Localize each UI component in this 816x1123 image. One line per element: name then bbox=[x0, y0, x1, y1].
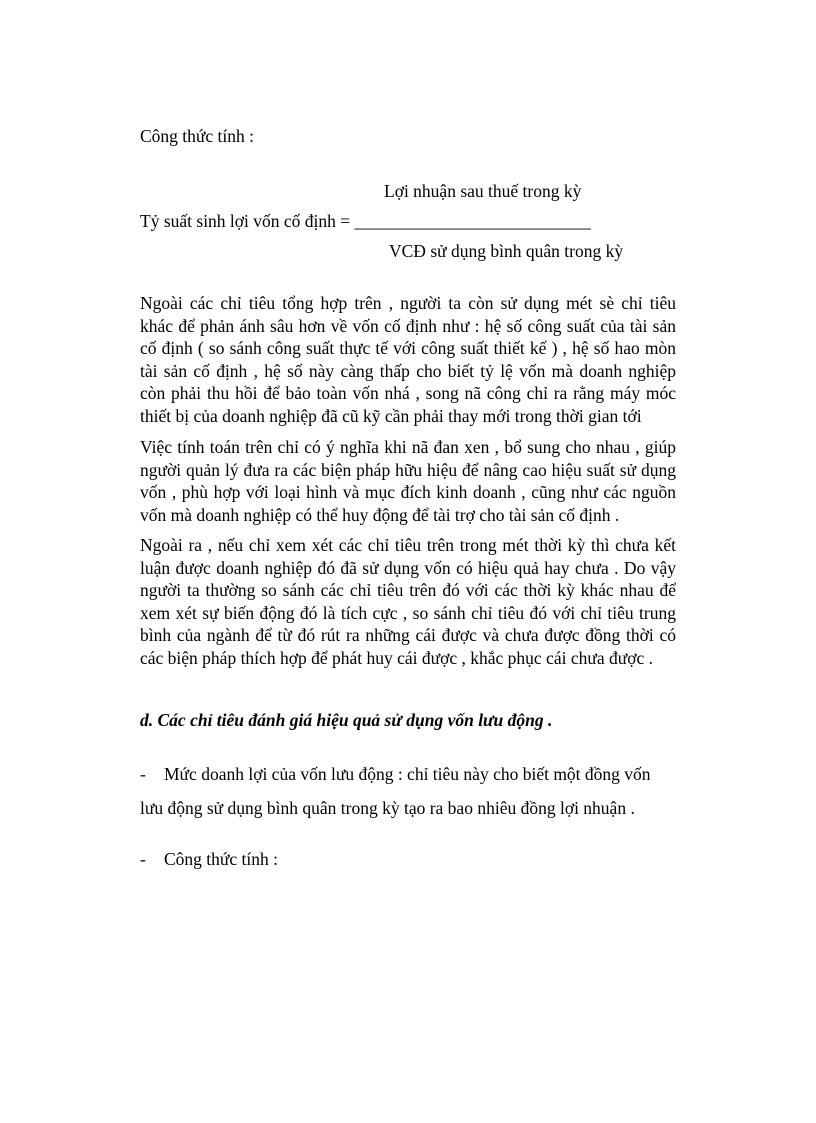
paragraph-line: Ngoài ra , nếu chỉ xem xét các chỉ tiêu trên trong mét thời kỳ thì chưa kết bbox=[140, 535, 676, 555]
bullet-dash: - bbox=[140, 849, 146, 869]
paragraph-line: còn phải thu hồi để bảo toàn vốn nhá , song nã công chỉ ra rằng máy móc bbox=[140, 383, 676, 403]
paragraph-line: bình của ngành để từ đó rút ra những cái được và chưa được đồng thời có bbox=[140, 625, 676, 645]
paragraph-line: các biện pháp thích hợp để phát huy cái được , khắc phục cái chưa được . bbox=[140, 647, 653, 668]
bullet-text: Công thức tính : bbox=[164, 849, 278, 869]
paragraph-3 bbox=[140, 534, 676, 669]
paragraph-line: vốn mà doanh nghiệp có thể huy động để tài trợ cho tài sản cố định . bbox=[140, 504, 620, 525]
paragraph-1 bbox=[140, 292, 676, 427]
paragraph-line: cố định ( so sánh công suất thực tế với công suất thiết kế ) , hệ số hao mòn bbox=[140, 338, 676, 358]
bullet-item-1 bbox=[140, 764, 651, 785]
bullet-dash: - bbox=[140, 764, 146, 784]
paragraph-line: tài sản cố định , hệ số này càng thấp cho biết tỷ lệ vốn mà doanh nghiệp bbox=[140, 360, 676, 381]
section-heading: d. Các chỉ tiêu đánh giá hiệu quả sử dụng vốn lưu động . bbox=[140, 710, 553, 730]
paragraph-line: xem xét sự biến động đó là tích cực , so sánh chỉ tiêu đó với chỉ tiêu trung bbox=[140, 602, 676, 623]
paragraph-line: người ta thường so sánh các chỉ tiêu trên đó với các thời kỳ khác nhau để bbox=[140, 580, 676, 600]
paragraph-line: vốn , phù hợp với loại hình và mục đích kinh doanh , cũng như các nguồn bbox=[140, 482, 676, 502]
paragraph-line: thiết bị của doanh nghiệp đã cũ kỹ cần phải thay mới trong thời gian tới bbox=[140, 405, 642, 426]
bullet-text-line2: lưu động sử dụng bình quân trong kỳ tạo ra bao nhiêu đồng lợi nhuận . bbox=[140, 798, 635, 818]
paragraph-line: người quản lý đưa ra các biện pháp hữu hiệu để nâng cao hiệu suất sử dụng bbox=[140, 459, 676, 480]
formula-intro: Công thức tính : bbox=[140, 126, 254, 146]
paragraph-line: Ngoài các chỉ tiêu tổng hợp trên , người ta còn sử dụng mét sè chỉ tiêu bbox=[140, 293, 676, 313]
bullet-item-2 bbox=[140, 849, 278, 870]
bullet-text-line1: Mức doanh lợi của vốn lưu động : chỉ tiêu này cho biết một đồng vốn bbox=[164, 764, 651, 784]
bullet-item-1-continued bbox=[140, 798, 635, 819]
formula-label: Tỷ suất sinh lợi vốn cố định = ___________________________ bbox=[140, 211, 591, 231]
formula-denominator: VCĐ sử dụng bình quân trong kỳ bbox=[389, 241, 624, 261]
paragraph-2 bbox=[140, 436, 676, 526]
paragraph-line: khác để phản ánh sâu hơn về vốn cố định như : hệ số công suất của tài sản bbox=[140, 315, 676, 336]
paragraph-line: luận được doanh nghiệp đó đã sử dụng vốn có hiệu quả hay chưa . Do vậy bbox=[140, 557, 676, 578]
paragraph-line: Việc tính toán trên chỉ có ý nghĩa khi nã đan xen , bổ sung cho nhau , giúp bbox=[140, 437, 676, 457]
formula-numerator: Lợi nhuận sau thuế trong kỳ bbox=[384, 181, 582, 201]
